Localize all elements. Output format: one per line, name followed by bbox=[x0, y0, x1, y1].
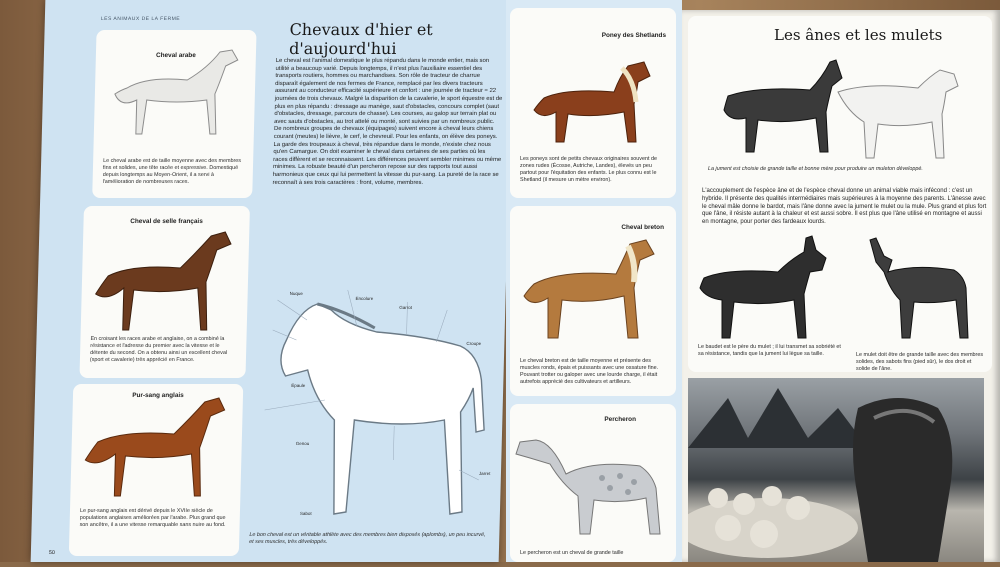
middle-page bbox=[506, 0, 682, 562]
left-page-title: Chevaux d'hier et d'aujourd'hui bbox=[288, 20, 434, 58]
horse-pursang-illustration bbox=[76, 388, 234, 500]
horse-arabe-illustration bbox=[106, 38, 249, 138]
left-body-text: Le cheval est l'animal domestique le plus répandu dans le monde entier, mais son utilité a beaucoup varié. Depuis longtemps, il n'est plus l'auxiliaire essentiel des transports routiers, hommes ou marchandises. Son rôle de tracteur de charrue disparaît également de nos fermes de France, remplacé par les divers tracteurs assurant au conducteur efficacité supérieure et confort : une journée de tracteur = 22 journées de trois chevaux. Malgré la disparition de la cavalerie, le sport équestre est de plus en plus répandu : dressage au manège, saut d'obstacles, concours complet (saut d'obstacles, dressage, parcours de chasse). Les courses, au galop sur terrain plat ou avec sauts d'obstacles, au trot attelé ou monté, sont suivies par un nombreux public. De nombreux groupes de chevaux (équipages) suivent encore à cheval leurs chiens courant (meutes) le lièvre, le cerf, le chevreuil. Pour les enfants, on élève des poneys. La garde des troupeaux à cheval, très répandue dans le monde, n'existe chez nous qu'en Camargue. On doit examiner le cheval dans certaines de ses parties où les races diffèrent et se reconnaissent. Les différences peuvent sembler minimes ou même minimes. La robuste beauté d'un percheron repose sur des rapports tout aussi harmonieux que ceux qui lui permettent la vitesse du pur-sang. La pureté de la race se reconnaît à ses trois caractères : front, volume, membres. bbox=[272, 58, 503, 186]
right-body-text: L'accouplement de l'espèce âne et de l'espèce cheval donne un animal viable mais infécond : c'est un hybride. Il présente des qualités intermédiaires mais supérieures à la moyenne des parents. L'ânesse avec le cheval mâle donne le bardot, mais l'âne donne avec la jument le mulet ou la mule. Plus grand et plus fort que l'âne, il résiste autant à la chaleur et est aussi sobre. Il est plus que l'âne utilisé en montagne et aussi en montagne, pour porter des fardeaux lourds. bbox=[702, 188, 987, 226]
diagram-label-encolure: Encolure bbox=[355, 296, 374, 301]
card-cheval-selle bbox=[79, 206, 250, 378]
card-cheval-breton bbox=[510, 206, 676, 396]
caption-mulet: Le mulet doit être de grande taille avec des membres solides, des sabots fins (pied sûr), le dos droit et solide de l'âne. bbox=[856, 352, 984, 372]
card-text: Le cheval breton est de taille moyenne et présente des muscles ronds, épais et puissants avec une ossature fine. Pouvant trotter ou galoper avec une lourde charge, il était autrefois apprécié des cultivateurs et artilleurs. bbox=[520, 358, 659, 385]
card-pur-sang bbox=[69, 384, 244, 556]
card-title: Cheval arabe bbox=[155, 52, 196, 59]
diagram-label-sabot: Sabot bbox=[299, 511, 312, 516]
diagram-label-garrot: Garrot bbox=[399, 305, 413, 310]
right-page bbox=[682, 10, 1000, 562]
mule-illustration bbox=[858, 232, 988, 342]
page-number: 50 bbox=[48, 550, 55, 556]
card-title: Poney des Shetlands bbox=[601, 32, 666, 39]
percheron-horse-illustration bbox=[510, 418, 670, 538]
series-header: LES ANIMAUX DE LA FERME bbox=[100, 16, 181, 22]
breton-horse-illustration bbox=[516, 222, 666, 342]
diagram-label-croupe: Croupe bbox=[466, 341, 482, 346]
card-title: Cheval de selle français bbox=[130, 218, 203, 225]
diagram-label-genou: Genou bbox=[295, 441, 310, 446]
caption-baudet: Le baudet est le père du mulet ; il lui transmet sa sobriété et sa résistance, tandis que la jument lui lègue sa taille. bbox=[698, 344, 841, 357]
left-page bbox=[31, 0, 514, 562]
left-footer-text: Le bon cheval est un véritable athlète avec des membres bien disposés (aplombs), un peu incurvé, et ses muscles, très développés. bbox=[249, 532, 486, 545]
caption-jument: La jument est choisie de grande taille et bonne mère pour produire un muleton développé. bbox=[708, 166, 923, 172]
baudet-donkey-illustration bbox=[694, 232, 834, 342]
donkey-and-mare-illustration bbox=[718, 52, 968, 162]
card-text: Les poneys sont de petits chevaux originaires souvent de zones rudes (Écosse, Autriche, Landes), élevés un peu partout pour l'équitation des enfants. Le plus connu est le Shetland (il mesure un mètre environ). bbox=[520, 156, 657, 183]
diagram-label-epaule: Épaule bbox=[291, 383, 306, 388]
card-cheval-arabe bbox=[92, 30, 256, 198]
card-poney-shetlands bbox=[510, 8, 676, 198]
diagram-label-jarret: Jarret bbox=[478, 471, 491, 476]
card-text: Le percheron est un cheval de grande taille bbox=[520, 550, 624, 556]
horse-anatomy-diagram bbox=[241, 280, 498, 530]
card-anes-mulets bbox=[688, 16, 992, 372]
horse-selle-illustration bbox=[89, 224, 242, 334]
right-page-title: Les ânes et les mulets bbox=[774, 26, 943, 44]
card-title: Percheron bbox=[604, 416, 636, 423]
pony-illustration bbox=[524, 46, 664, 146]
card-text: En croisant les races arabe et anglaise, on a combiné la résistance et l'adresse du premier avec la vitesse et le détente du second. On a obtenu ainsi un excellent cheval (sport et cavalerie) très apprécié en France. bbox=[89, 336, 228, 363]
photo-scene bbox=[688, 378, 984, 562]
mountain-flock-photo bbox=[688, 378, 984, 562]
diagram-label-nuque: Nuque bbox=[289, 291, 304, 296]
card-percheron bbox=[510, 404, 676, 562]
card-text: Le cheval arabe est de taille moyenne avec des membres fins et solides, une tête racée et expressive. Domestiqué depuis longtemps au Moyen-Orient, il a servi à l'amélioration de nombreuses races. bbox=[102, 158, 242, 185]
card-text: Le pur-sang anglais est dérivé depuis le XVIIe siècle de populations anglaises améliorées par l'arabe. Plus grand que son ancêtre, il a une vitesse remarquable sans nuire au fond. bbox=[79, 508, 226, 528]
card-title: Pur-sang anglais bbox=[132, 392, 184, 399]
card-title: Cheval breton bbox=[621, 224, 664, 231]
